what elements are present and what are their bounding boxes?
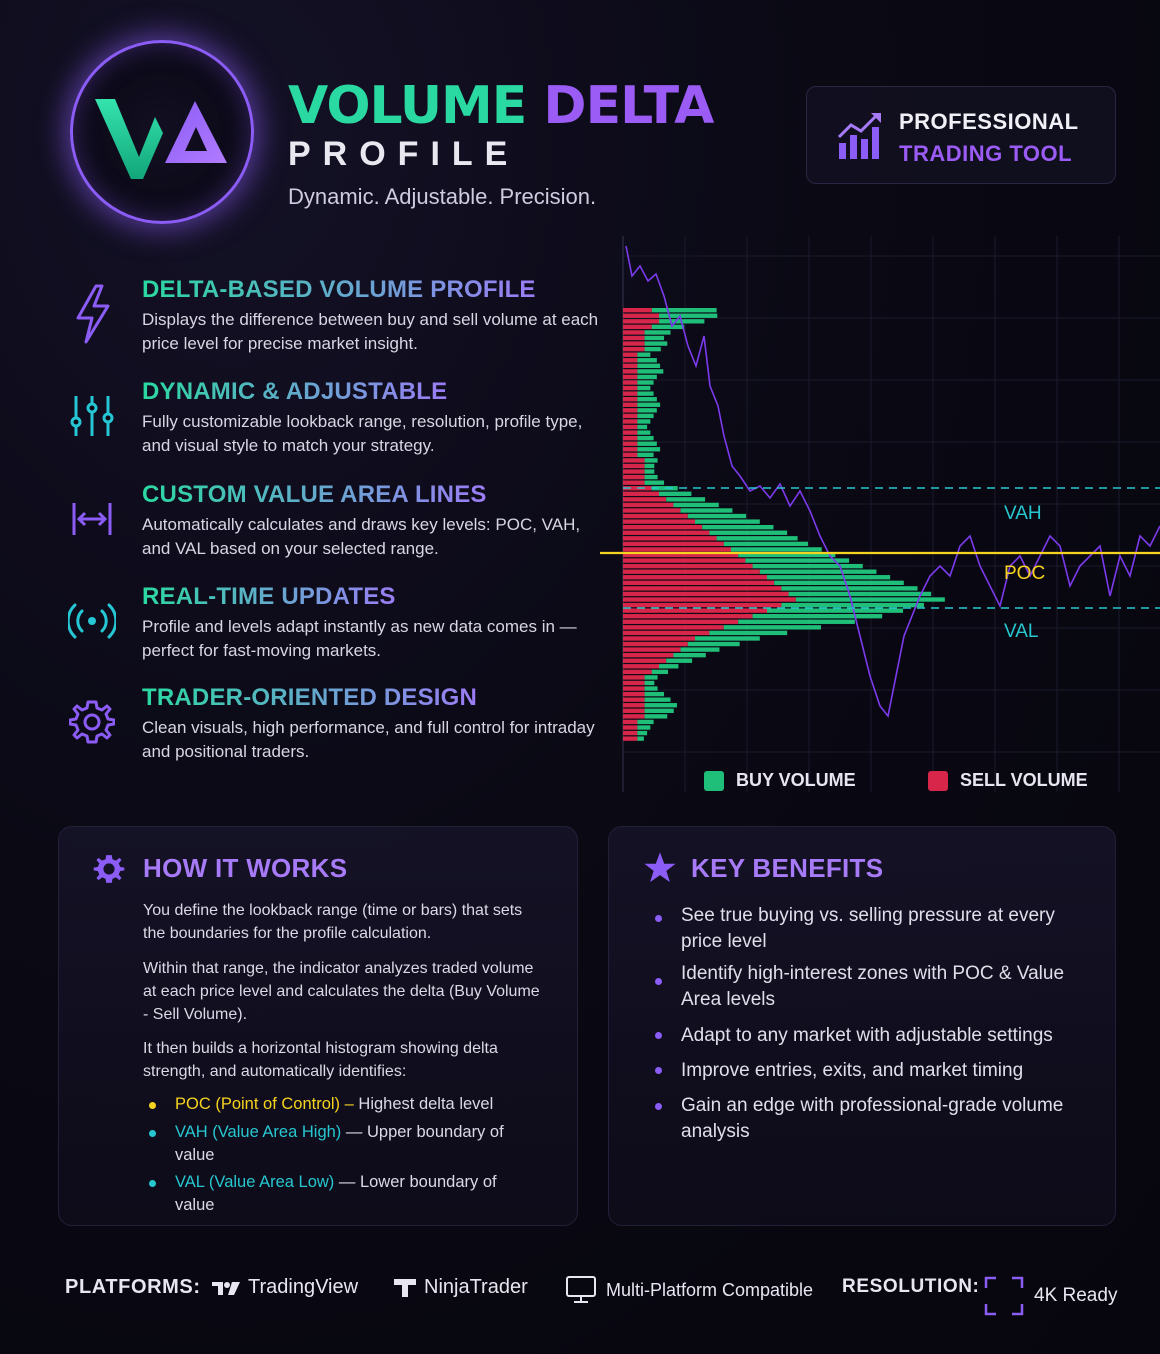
how-title: HOW IT WORKS: [143, 853, 348, 883]
buy-bar: [695, 519, 760, 523]
sell-bar: [623, 475, 645, 479]
buy-bar: [637, 369, 663, 373]
buy-bar: [637, 386, 650, 390]
sell-bar: [623, 581, 774, 585]
buy-bar: [753, 614, 883, 618]
sell-bar: [623, 647, 681, 651]
sell-bar: [623, 314, 659, 318]
how-paragraph-1: You define the lookback range (time or bars) that sets the boundaries for the profile calculation.: [143, 902, 523, 942]
lightning-icon: [60, 282, 124, 346]
badge-line2: TRADING TOOL: [899, 141, 1073, 166]
buy-bar: [709, 531, 787, 535]
tagline: Dynamic. Adjustable. Precision.: [288, 184, 597, 209]
platform2-label: NinjaTrader: [424, 1276, 528, 1298]
buy-bar: [645, 703, 677, 707]
vah-label: VAH: [1004, 503, 1042, 524]
buy-bar: [645, 681, 655, 685]
sell-bar: [623, 636, 695, 640]
benefit-item: Improve entries, exits, and market timing: [681, 1060, 1024, 1081]
buy-bar: [637, 380, 653, 384]
sell-bar: [623, 330, 645, 334]
sell-bar: [623, 664, 659, 668]
bullet-val: [175, 1171, 535, 1217]
benefit-item: Gain an edge with professional-grade volume analysis: [681, 1095, 1064, 1142]
sell-bar: [623, 319, 659, 323]
feature-dynamic-adjustable: [60, 378, 600, 468]
buy-bar: [738, 620, 855, 624]
sell-bar: [623, 542, 724, 546]
sell-bar: [623, 308, 652, 312]
logo: [70, 40, 254, 224]
bullet-dot: [149, 1130, 156, 1137]
buy-bar: [637, 453, 653, 457]
sell-bar: [623, 336, 645, 340]
buy-bar: [645, 341, 668, 345]
buy-bar: [659, 664, 678, 668]
professional-badge: [806, 86, 1116, 184]
bullet-vah: [175, 1121, 535, 1167]
buy-bar: [673, 653, 705, 657]
sell-bar: [623, 347, 645, 351]
buy-bar: [731, 547, 822, 551]
how-paragraph-2: Within that range, the indicator analyzes traded volume at each price level and calculates the delta (Buy Volume - Sell Volume).: [143, 960, 540, 1023]
feature-text: Displays the difference between buy and sell volume at each price level for precise market insight.: [142, 310, 599, 353]
sell-bar: [623, 731, 637, 735]
sell-bar: [623, 536, 717, 540]
buy-bar: [781, 586, 917, 590]
sell-bar: [623, 631, 709, 635]
sell-bar: [623, 425, 637, 429]
feature-title: DELTA-BASED VOLUME PROFILE: [142, 276, 536, 303]
sell-bar: [623, 720, 637, 724]
sell-bar: [623, 681, 645, 685]
benefit-item: Identify high-interest zones with POC & Value Area levels: [681, 963, 1065, 1010]
sell-bar: [623, 325, 652, 329]
buy-bar: [774, 581, 904, 585]
legend-buy-label: BUY VOLUME: [736, 770, 856, 790]
sell-bar: [623, 492, 659, 496]
sell-bar: [623, 358, 637, 362]
bullet-dot: [655, 1032, 662, 1039]
buy-bar: [688, 642, 740, 646]
badge-line1: PROFESSIONAL: [899, 109, 1079, 134]
buy-bar: [645, 714, 668, 718]
buy-bar: [753, 564, 863, 568]
sell-bar: [623, 603, 781, 607]
sell-bar: [623, 614, 753, 618]
main-title: [288, 76, 713, 136]
key-benefits-card: [608, 826, 1116, 1226]
buy-bar: [637, 419, 650, 423]
bullet-dot: [149, 1102, 156, 1109]
feature-value-area-lines: [60, 481, 600, 571]
buy-bar: [666, 659, 692, 663]
feature-title: TRADER-ORIENTED DESIGN: [142, 684, 478, 711]
buy-bar: [645, 330, 671, 334]
feature-delta-profile: [60, 276, 600, 366]
title-block: [288, 76, 713, 210]
sell-bar: [623, 597, 796, 601]
sell-bar: [623, 558, 745, 562]
benefit-item: See true buying vs. selling pressure at every price level: [681, 905, 1055, 952]
bullet-dot: [655, 1103, 662, 1110]
buy-bar: [709, 631, 787, 635]
feature-text: Fully customizable lookback range, resolution, profile type, and visual style to match your strategy.: [142, 412, 583, 455]
val-key: VAL (Value Area Low): [175, 1173, 335, 1191]
sell-bar: [623, 442, 637, 446]
sell-bar: [623, 447, 637, 451]
buy-bar: [645, 336, 664, 340]
resolution-value: [984, 1276, 1117, 1316]
buy-bar: [637, 403, 660, 407]
bullet-poc: [175, 1093, 535, 1116]
sell-bar: [623, 709, 645, 713]
sell-bar: [623, 586, 781, 590]
poc-desc: Highest delta level: [358, 1095, 494, 1113]
buy-bar: [659, 314, 717, 318]
buy-bar: [645, 475, 658, 479]
buy-bar: [645, 675, 658, 679]
gear-icon: [60, 690, 124, 754]
buy-bar: [637, 358, 656, 362]
buy-bar: [645, 692, 664, 696]
poc-sep: –: [340, 1095, 359, 1113]
sell-bar: [623, 736, 637, 740]
buy-bar: [652, 308, 717, 312]
sliders-icon: [60, 384, 124, 448]
sell-bar: [623, 503, 673, 507]
ninjatrader-logo-icon: [394, 1279, 416, 1297]
resolution-value-label: 4K Ready: [1034, 1285, 1118, 1306]
sell-swatch: [928, 771, 948, 791]
feature-text: Automatically calculates and draws key levels: POC, VAH, and VAL based on your selected range.: [142, 515, 581, 558]
vah-key: VAH (Value Area High): [175, 1123, 342, 1141]
feature-text: Profile and levels adapt instantly as new data comes in — perfect for fast-moving markets.: [142, 617, 577, 660]
sell-bar: [623, 369, 637, 373]
feature-title: DYNAMIC & ADJUSTABLE: [142, 378, 448, 405]
buy-bar: [767, 608, 903, 612]
buy-bar: [724, 542, 808, 546]
star-icon: [643, 851, 677, 885]
sell-bar: [623, 508, 681, 512]
sell-bar: [623, 659, 666, 663]
buy-bar: [760, 570, 877, 574]
buy-bar: [673, 503, 718, 507]
feature-trader-design: [60, 684, 600, 774]
sell-bar: [623, 464, 645, 468]
buy-bar: [688, 514, 746, 518]
sell-bar: [623, 514, 688, 518]
sell-bar: [623, 670, 652, 674]
sell-bar: [623, 419, 637, 423]
footer: [0, 1262, 1160, 1312]
platform1-label: TradingView: [248, 1276, 359, 1298]
sell-bar: [623, 620, 738, 624]
logo-mark-icon: [95, 93, 235, 183]
sell-bar: [623, 414, 637, 418]
platforms-label: PLATFORMS:: [65, 1276, 201, 1298]
sell-bar: [623, 531, 709, 535]
tradingview-logo-icon: [212, 1280, 240, 1296]
bullet-dot: [655, 978, 662, 985]
vah-sep: —: [341, 1123, 367, 1141]
monitor-icon: [566, 1276, 596, 1304]
range-arrows-icon: [60, 487, 124, 551]
buy-bar: [637, 447, 660, 451]
sell-bar: [623, 714, 645, 718]
buy-bar: [637, 720, 653, 724]
bullet-dot: [655, 915, 662, 922]
sell-bar: [623, 408, 637, 412]
sell-bar: [623, 642, 688, 646]
sell-bar: [623, 570, 760, 574]
buy-bar: [717, 536, 798, 540]
sell-bar: [623, 697, 645, 701]
feature-text: Clean visuals, high performance, and full control for intraday and positional traders.: [142, 718, 595, 761]
buy-bar: [645, 686, 658, 690]
buy-bar: [681, 508, 733, 512]
buy-bar: [645, 458, 658, 462]
buy-bar: [645, 347, 661, 351]
gear-icon: [93, 853, 125, 885]
sell-bar: [623, 469, 645, 473]
platform-tradingview: [212, 1276, 358, 1299]
sell-bar: [623, 725, 637, 729]
buy-bar: [681, 647, 720, 651]
legend-sell: [928, 770, 1088, 791]
buy-bar: [724, 625, 821, 629]
title-word-volume: VOLUME: [288, 76, 527, 136]
sell-bar: [623, 353, 637, 357]
sell-bar: [623, 625, 724, 629]
sell-bar: [623, 525, 702, 529]
sell-bar: [623, 430, 637, 434]
bullet-dot: [149, 1180, 156, 1187]
buy-bar: [637, 736, 643, 740]
buy-bar: [767, 575, 890, 579]
platform3-label: Multi-Platform Compatible: [606, 1279, 814, 1300]
buy-bar: [645, 709, 674, 713]
buy-bar: [637, 353, 650, 357]
chart-up-icon: [837, 111, 883, 161]
sell-bar: [623, 458, 645, 462]
buy-bar: [637, 725, 650, 729]
frame-corners-icon: [984, 1276, 1024, 1316]
legend-buy: [704, 770, 856, 791]
sell-bar: [623, 403, 637, 407]
buy-bar: [645, 697, 671, 701]
sell-bar: [623, 675, 645, 679]
how-paragraph-3: It then builds a horizontal histogram showing delta strength, and automatically identifies:: [143, 1040, 498, 1080]
sell-bar: [623, 564, 753, 568]
platform-multi: [566, 1276, 813, 1304]
buy-bar: [652, 670, 668, 674]
feature-realtime-updates: [60, 583, 600, 673]
sell-bar: [623, 375, 637, 379]
benefits-title: KEY BENEFITS: [691, 853, 884, 883]
buy-bar: [796, 597, 945, 601]
buy-bar: [645, 464, 655, 468]
poc-label: POC: [1004, 563, 1046, 584]
buy-bar: [695, 636, 760, 640]
val-desc: Lower boundary of value: [175, 1173, 497, 1214]
sell-bar: [623, 436, 637, 440]
sell-bar: [623, 391, 637, 395]
buy-bar: [637, 436, 653, 440]
how-it-works-card: [58, 826, 578, 1226]
volume-profile-chart: [560, 236, 1160, 796]
buy-swatch: [704, 771, 724, 791]
sell-bar: [623, 364, 637, 368]
buy-bar: [637, 375, 656, 379]
buy-bar: [645, 480, 664, 484]
vah-desc: Upper boundary of value: [175, 1123, 504, 1164]
platform-ninjatrader: [394, 1276, 528, 1299]
val-sep: —: [334, 1173, 360, 1191]
sell-bar: [623, 575, 767, 579]
feature-title: CUSTOM VALUE AREA LINES: [142, 481, 487, 508]
subtitle: PROFILE: [288, 135, 520, 173]
sell-bar: [623, 592, 789, 596]
buy-bar: [645, 469, 655, 473]
broadcast-icon: [60, 589, 124, 653]
sell-bar: [623, 480, 645, 484]
buy-bar: [637, 414, 653, 418]
sell-bar: [623, 453, 637, 457]
buy-bar: [637, 425, 647, 429]
val-label: VAL: [1004, 621, 1039, 642]
buy-bar: [789, 592, 932, 596]
buy-bar: [666, 497, 705, 501]
sell-bar: [623, 519, 695, 523]
sell-bar: [623, 397, 637, 401]
sell-bar: [623, 547, 731, 551]
resolution-label: RESOLUTION:: [842, 1276, 980, 1297]
title-word-delta: DELTA: [543, 76, 714, 136]
sell-bar: [623, 497, 666, 501]
sell-bar: [623, 608, 767, 612]
sell-bar: [623, 653, 673, 657]
benefit-item: Adapt to any market with adjustable settings: [681, 1025, 1053, 1046]
sell-bar: [623, 380, 637, 384]
buy-bar: [652, 325, 684, 329]
buy-bar: [637, 391, 653, 395]
sell-bar: [623, 686, 645, 690]
sell-bar: [623, 703, 645, 707]
buy-bar: [637, 408, 656, 412]
sell-bar: [623, 692, 645, 696]
poc-key: POC (Point of Control): [175, 1095, 341, 1113]
buy-bar: [637, 430, 650, 434]
buy-bar: [702, 525, 773, 529]
feature-title: REAL-TIME UPDATES: [142, 583, 396, 610]
buy-bar: [637, 442, 656, 446]
sell-bar: [623, 386, 637, 390]
buy-bar: [637, 731, 647, 735]
buy-bar: [637, 364, 660, 368]
sell-bar: [623, 341, 645, 345]
legend-sell-label: SELL VOLUME: [960, 770, 1088, 790]
bullet-dot: [655, 1067, 662, 1074]
buy-bar: [659, 492, 691, 496]
buy-bar: [637, 397, 656, 401]
